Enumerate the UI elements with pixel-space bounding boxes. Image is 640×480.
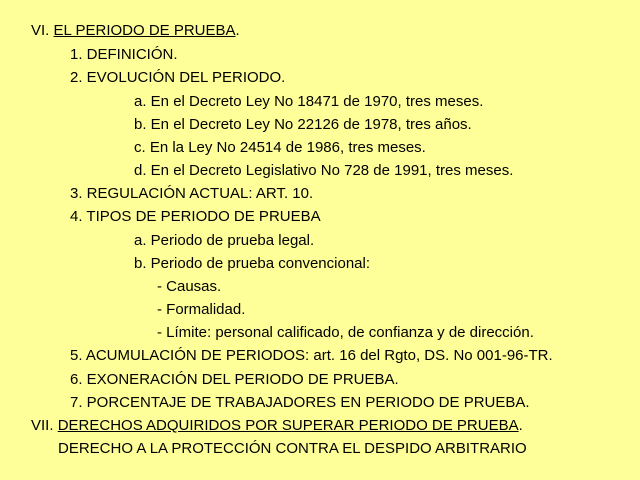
item-causas: - Causas. bbox=[157, 278, 222, 295]
item-regulacion: 3. REGULACIÓN ACTUAL: ART. 10. bbox=[70, 185, 314, 202]
item-definicion: 1. DEFINICIÓN. bbox=[70, 46, 178, 63]
item-evolucion-b: b. En el Decreto Ley No 22126 de 1978, tres años. bbox=[134, 116, 472, 133]
item-tipos: 4. TIPOS DE PERIODO DE PRUEBA bbox=[70, 208, 321, 225]
section-vi-title: EL PERIODO DE PRUEBA bbox=[53, 22, 236, 39]
section-vi-period: . bbox=[235, 22, 240, 39]
item-tipos-a: a. Periodo de prueba legal. bbox=[134, 232, 315, 249]
section-vi-number: VI. bbox=[31, 22, 50, 39]
item-evolucion: 2. EVOLUCIÓN DEL PERIODO. bbox=[70, 69, 286, 86]
item-evolucion-d: d. En el Decreto Legislativo No 728 de 1991, tres meses. bbox=[134, 162, 514, 179]
item-acumulacion: 5. ACUMULACIÓN DE PERIODOS: art. 16 del Rgto, DS. No 001-96-TR. bbox=[70, 347, 553, 364]
item-limite: - Límite: personal calificado, de confianza y de dirección. bbox=[157, 324, 534, 341]
item-formalidad: - Formalidad. bbox=[157, 301, 246, 318]
section-vii-number: VII. bbox=[31, 417, 54, 434]
item-tipos-b: b. Periodo de prueba convencional: bbox=[134, 255, 371, 272]
section-vii-subtitle: DERECHO A LA PROTECCIÓN CONTRA EL DESPIDO ARBITRARIO bbox=[58, 440, 527, 457]
item-evolucion-c: c. En la Ley No 24514 de 1986, tres meses. bbox=[134, 139, 426, 156]
section-vii-period: . bbox=[518, 417, 523, 434]
item-porcentaje: 7. PORCENTAJE DE TRABAJADORES EN PERIODO DE PRUEBA. bbox=[70, 394, 530, 411]
item-exoneracion: 6. EXONERACIÓN DEL PERIODO DE PRUEBA. bbox=[70, 371, 399, 388]
item-evolucion-a: a. En el Decreto Ley No 18471 de 1970, tres meses. bbox=[134, 93, 484, 110]
section-vii-title: DERECHOS ADQUIRIDOS POR SUPERAR PERIODO DE PRUEBA bbox=[57, 417, 519, 434]
section-vii-heading bbox=[31, 417, 523, 435]
section-vi-heading bbox=[31, 22, 240, 40]
